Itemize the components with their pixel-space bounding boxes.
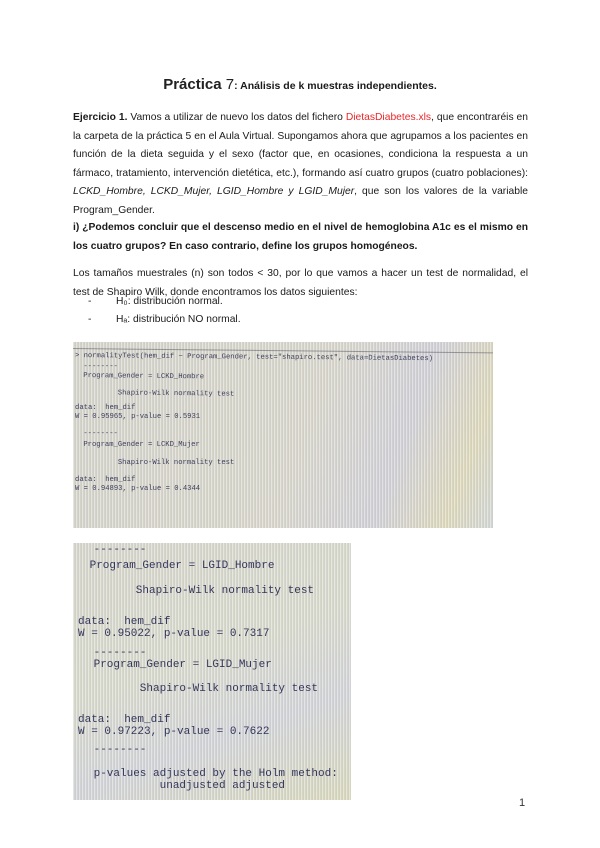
page-title: [0, 76, 600, 93]
console-photo-1: [73, 342, 493, 528]
exercise-paragraph: [73, 109, 528, 220]
hypothesis-text: Hₐ: distribución NO normal.: [116, 314, 241, 325]
console-line: Shapiro-Wilk normality test: [79, 459, 235, 467]
console-line: --------: [79, 430, 118, 438]
intro-paragraph: Los tamaños muestrales (n) son todos < 30, por lo que vamos a hacer un test de normalidad, el test de Shapiro Wilk, donde encontramos los datos siguientes:: [73, 268, 528, 298]
console-line: Shapiro-Wilk normality test: [83, 585, 315, 597]
title-main: [163, 76, 234, 93]
exercise-text: Vamos a utilizar de nuevo los datos del fichero: [127, 112, 346, 123]
exercise-label: Ejercicio 1.: [73, 112, 128, 123]
console-line: Program_Gender = LCKD_Mujer: [79, 441, 200, 449]
console-line: --------: [87, 744, 147, 756]
console-line: W = 0.94893, p-value = 0.4344: [75, 485, 201, 493]
hypothesis-text: H₀: distribución normal.: [116, 296, 223, 307]
hypothesis-null: [88, 293, 223, 312]
console-line: Shapiro-Wilk normality test: [78, 389, 235, 399]
bullet-dash: -: [88, 296, 92, 307]
console-line: > normalityTest(hem_dif ~ Program_Gender, test="shapiro.test", data=DietasDiabetes): [74, 352, 434, 364]
console-photo-2: [73, 543, 351, 800]
console-line: p-values adjusted by the Holm method:: [87, 768, 338, 780]
title-word: Práctica: [163, 76, 222, 93]
hypothesis-alt: [88, 311, 241, 330]
question-paragraph: i) ¿Podemos concluir que el descenso medio en el nivel de hemoglobina A1c es el mismo en los cuatro grupos? En caso contrario, define los grupos homogéneos.: [73, 222, 528, 252]
console-line: Program_Gender = LGID_Mujer: [87, 659, 272, 671]
console-line: Shapiro-Wilk normality test: [87, 683, 319, 695]
console-line: unadjusted adjusted: [87, 780, 286, 792]
bullet-dash: -: [88, 314, 92, 325]
console-line: W = 0.95022, p-value = 0.7317: [78, 628, 270, 640]
console-line: --------: [79, 363, 118, 371]
console-line: data: hem_dif: [78, 616, 171, 628]
file-link[interactable]: DietasDiabetes.xls: [345, 112, 432, 123]
title-number: 7: [225, 76, 235, 93]
group-names: LCKD_Hombre, LCKD_Mujer, LGID_Hombre y LGID_Mujer: [73, 186, 355, 197]
title-subtitle: : Análisis de k muestras independientes.: [234, 80, 437, 92]
console-line: Program_Gender = LCKD_Hombre: [78, 372, 205, 382]
console-line: W = 0.97223, p-value = 0.7622: [78, 726, 270, 738]
exercise-text-end: , que son los valores de la variable Program_Gender.: [73, 186, 528, 216]
console-line: data: hem_dif: [75, 476, 136, 484]
exercise-text-cont: , que encontraréis en la carpeta de la práctica 5 en el Aula Virtual. Supongamos ahora que agrupamos a los pacientes en función de la dieta seguida y el sexo (factor que, en ocasiones, condiciona la respuesta a un fármaco, tratamiento, intervención dietética, etc.), formando así cuatro grupos (cuatro poblaciones):: [73, 112, 528, 179]
console-line: data: hem_dif: [78, 714, 171, 726]
console-line: Program_Gender = LGID_Hombre: [83, 560, 275, 572]
page-number: 1: [519, 797, 526, 809]
console-line: --------: [87, 647, 147, 659]
console-line: W = 0.95965, p-value = 0.5931: [75, 413, 201, 421]
console-line: --------: [87, 544, 147, 556]
console-line: data: hem_dif: [75, 404, 136, 412]
